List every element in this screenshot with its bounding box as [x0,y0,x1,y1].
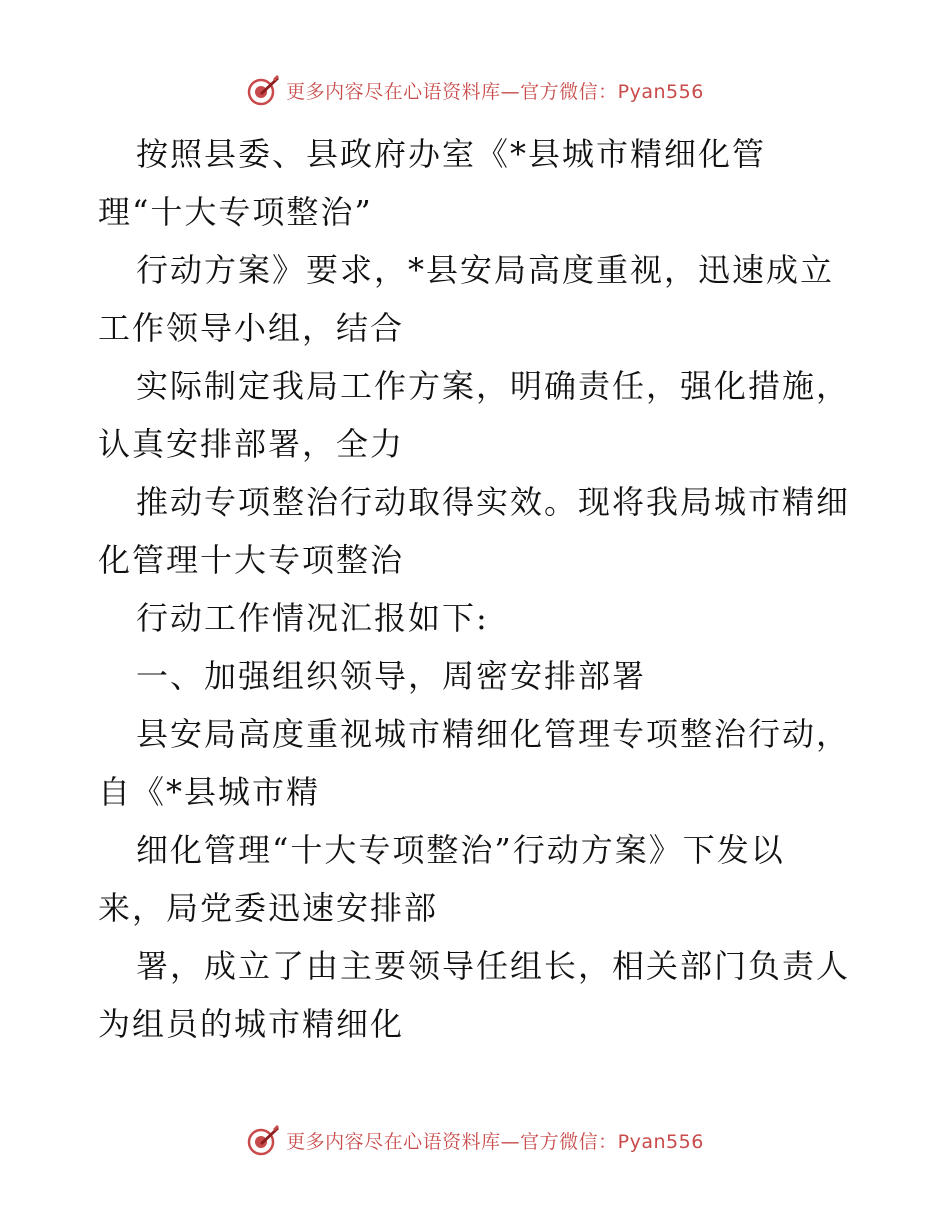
text-line: 按照县委、县政府办室《*县城市精细化管 [136,135,767,173]
text-line: 行动方案》要求，*县安局高度重视，迅速成立 [136,251,835,289]
text-line: 一、加强组织领导，周密安排部署 [136,657,647,695]
text-line: 细化管理“十大专项整治”行动方案》下发以 [136,831,785,869]
document-body [98,125,858,1053]
watermark-text: 更多内容尽在心语资料库—官方微信：Pyan556 [286,1130,704,1153]
watermark-footer [0,1120,950,1160]
text-line: 工作领导小组，结合 [98,309,405,347]
text-line: 实际制定我局工作方案，明确责任，强化措施， [136,367,851,405]
text-line: 理“十大专项整治” [98,193,373,231]
text-line: 县安局高度重视城市精细化管理专项整治行动， [136,715,851,753]
text-line: 化管理十大专项整治 [98,541,405,579]
watermark-header [0,70,950,110]
text-line: 推动专项整治行动取得实效。现将我局城市精细 [136,483,851,521]
text-line: 署，成立了由主要领导任组长，相关部门负责人 [136,947,851,985]
text-line: 为组员的城市精细化 [98,1005,405,1043]
text-line: 来，局党委迅速安排部 [98,889,439,927]
pen-logo-icon [246,1123,280,1157]
pen-logo-icon [246,73,280,107]
text-line: 认真安排部署，全力 [98,425,405,463]
text-line: 自《*县城市精 [98,773,321,811]
text-line: 行动工作情况汇报如下: [136,599,489,637]
watermark-text: 更多内容尽在心语资料库—官方微信：Pyan556 [286,80,704,103]
